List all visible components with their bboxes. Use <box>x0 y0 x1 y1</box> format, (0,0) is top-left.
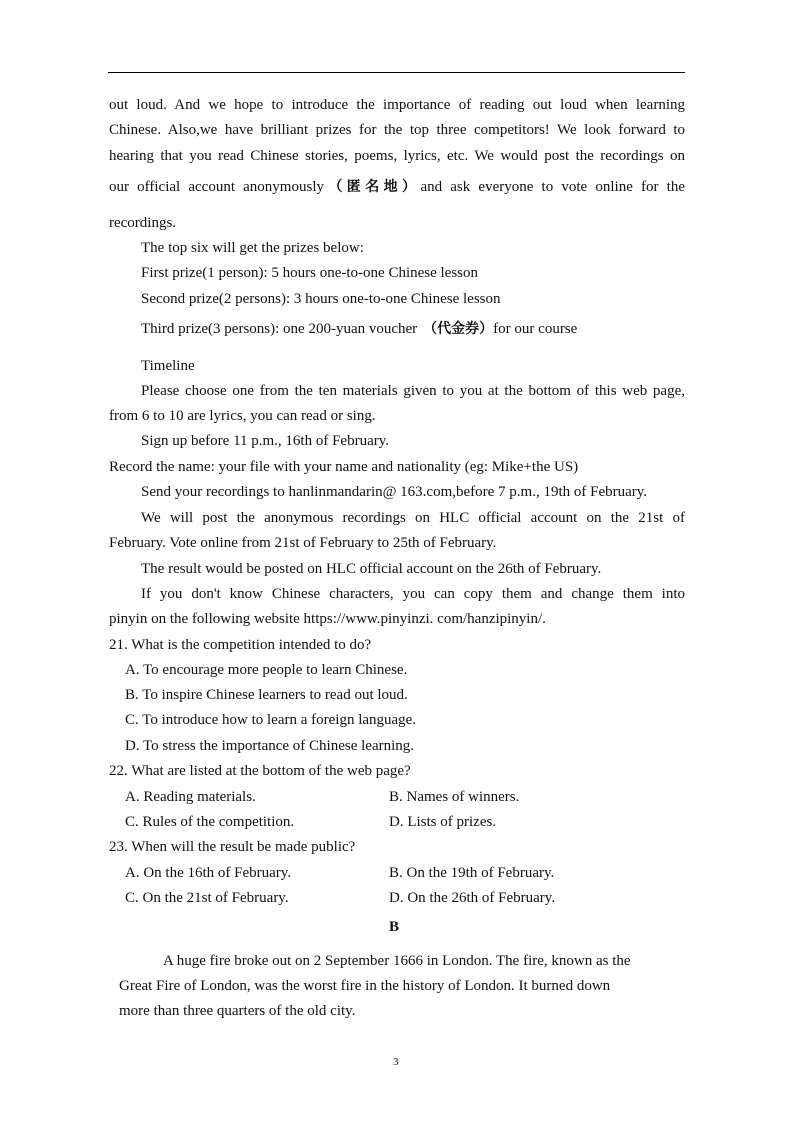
passage-b-line1: A huge fire broke out on 2 September 1666 in London. The fire, known as the <box>163 953 631 969</box>
question-22-stem: 22. What are listed at the bottom of the web page? <box>109 763 411 779</box>
timeline-item4: Send your recordings to hanlinmandarin@ 163.com,before 7 p.m., 19th of February. <box>141 484 648 500</box>
question-22-option-c: C. Rules of the competition. <box>125 814 295 830</box>
passage-b-line3: more than three quarters of the old city. <box>119 1003 356 1019</box>
question-23-option-a: A. On the 16th of February. <box>125 865 292 881</box>
question-21-option-c: C. To introduce how to learn a foreign language. <box>125 712 417 728</box>
question-23-option-b: B. On the 19th of February. <box>389 865 555 881</box>
para1-line4-before: our official account anonymously <box>109 179 324 195</box>
para1-line4 <box>109 178 685 196</box>
cn-gloss-voucher: （代金券） <box>423 321 494 337</box>
timeline-item7-line1: If you don't know Chinese characters, you can copy them and change them into <box>141 586 685 602</box>
timeline-heading: Timeline <box>141 358 195 374</box>
question-21-option-a: A. To encourage more people to learn Chinese. <box>125 662 408 678</box>
question-22-option-a: A. Reading materials. <box>125 789 256 805</box>
passage-b-line2: Great Fire of London, was the worst fire in the history of London. It burned down <box>119 978 611 994</box>
timeline-item1-line1: Please choose one from the ten materials given to you at the bottom of this web page, <box>141 383 685 399</box>
prize-first: First prize(1 person): 5 hours one-to-one Chinese lesson <box>141 265 479 281</box>
prizes-intro: The top six will get the prizes below: <box>141 240 364 256</box>
timeline-item3: Record the name: your file with your name and nationality (eg: Mike+the US) <box>109 459 579 475</box>
question-21-stem: 21. What is the competition intended to do? <box>109 637 372 653</box>
section-b-heading: B <box>389 919 400 935</box>
question-22-option-b: B. Names of winners. <box>389 789 520 805</box>
page-number: 3 <box>393 1056 399 1068</box>
timeline-item5-line1: We will post the anonymous recordings on HLC official account on the 21st of <box>141 510 685 526</box>
question-23-option-d: D. On the 26th of February. <box>389 890 556 906</box>
timeline-item2: Sign up before 11 p.m., 16th of February. <box>141 433 390 449</box>
question-21-option-b: B. To inspire Chinese learners to read out loud. <box>125 687 408 703</box>
timeline-item5-line2: February. Vote online from 21st of February to 25th of February. <box>109 535 497 551</box>
para1-line2: Chinese. Also,we have brilliant prizes for the top three competitors! We look forward to <box>109 122 685 138</box>
para1-line1: out loud. And we hope to introduce the importance of reading out loud when learning <box>109 97 685 113</box>
question-23-stem: 23. When will the result be made public? <box>109 839 356 855</box>
header-rule <box>108 72 685 73</box>
prize-third-text: Third prize(3 persons): one 200-yuan voucher <box>141 321 418 337</box>
para1-line4-after: and ask everyone to vote online for the <box>420 179 685 195</box>
prize-third <box>141 320 577 338</box>
timeline-item1-line2: from 6 to 10 are lyrics, you can read or sing. <box>109 408 376 424</box>
timeline-item6: The result would be posted on HLC official account on the 26th of February. <box>141 561 602 577</box>
para1-line5: recordings. <box>109 215 177 231</box>
prize-second: Second prize(2 persons): 3 hours one-to-one Chinese lesson <box>141 291 501 307</box>
prize-third-after: for our course <box>493 321 578 337</box>
timeline-item7-line2: pinyin on the following website https://www.pinyinzi. com/hanzipinyin/. <box>109 611 546 627</box>
para1-line3: hearing that you read Chinese stories, poems, lyrics, etc. We would post the recordings on <box>109 148 685 164</box>
question-21-option-d: D. To stress the importance of Chinese learning. <box>125 738 415 754</box>
question-22-option-d: D. Lists of prizes. <box>389 814 497 830</box>
question-23-option-c: C. On the 21st of February. <box>125 890 289 906</box>
cn-gloss-anonymously: （匿名地） <box>323 179 421 195</box>
